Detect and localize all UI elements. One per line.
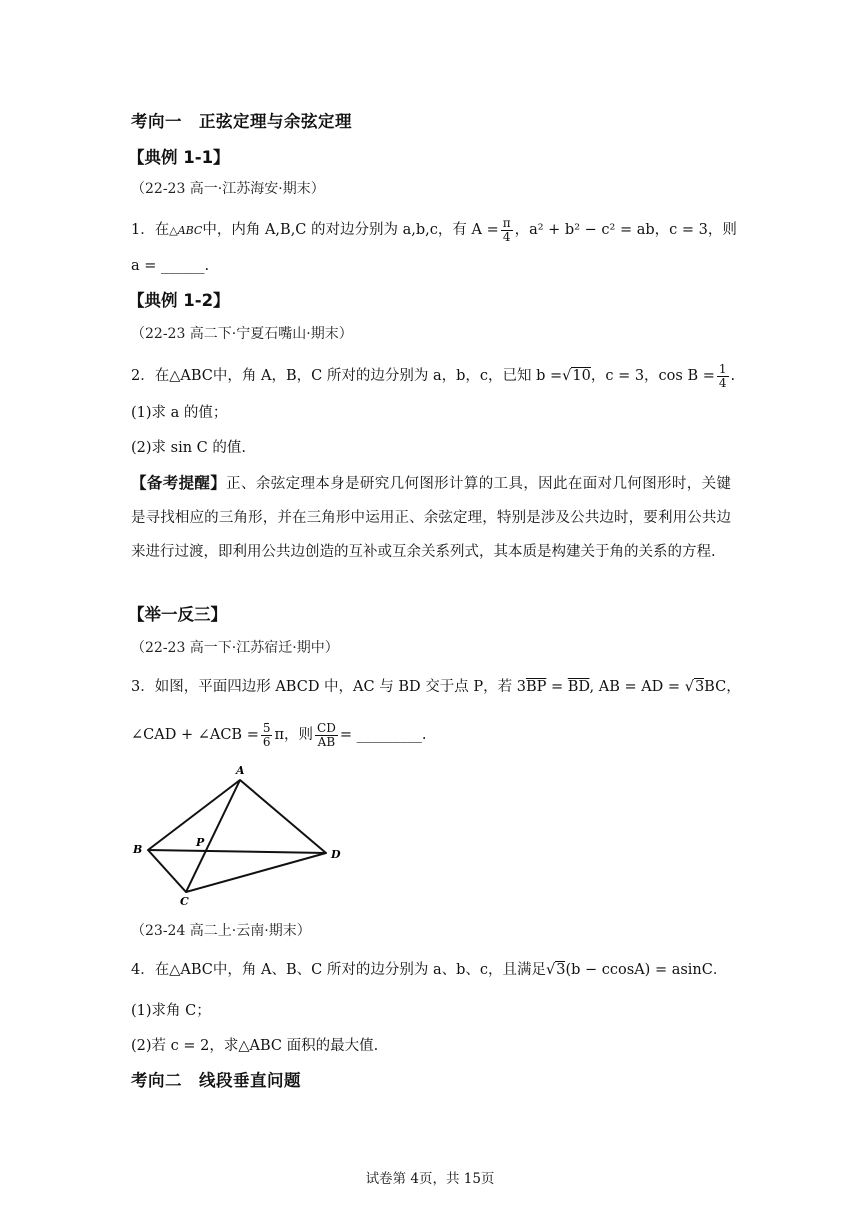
question-3-line-1: 3．如图，平面四边形 ABCD 中，AC 与 BD 交于点 P，若 $3\overline{BP} = \overline{BD}$, AB = AD = √3BC， (131, 679, 741, 695)
question-4: 4．在△ABC中，角 A、B、C 所对的边分别为 a、b、c，且满足√3(b − ccosA) = asinC． (131, 962, 728, 978)
question-1: 1．在△ABC中，内角 A,B,C 的对边分别为 a,b,c，有 A = $\frac{\pi}{4}$ ，a² + b² − c² = ab，c = 3，则 (131, 216, 737, 244)
practice-label: 【举一反三】 (128, 605, 227, 624)
quadrilateral-figure (128, 762, 348, 906)
example-source-1-1: （22-23 高一·江苏海安·期末） (131, 181, 325, 197)
section-title-2: 考向二 线段垂直问题 (131, 1071, 301, 1090)
practice-source-2: （23-24 高二上·云南·期末） (131, 923, 311, 939)
section-title-1: 考向一 正弦定理与余弦定理 (131, 112, 352, 131)
label-A: A (236, 764, 245, 777)
question-4-part-2: (2)若 c = 2，求△ABC 面积的最大值. (131, 1038, 379, 1054)
example-source-1-2: （22-23 高二下·宁夏石嘴山·期末） (131, 326, 353, 342)
example-label-1-2: 【典例 1-2】 (128, 291, 230, 310)
page-footer: 试卷第 4页，共 15页 (365, 1171, 495, 1187)
question-2-part-2: (2)求 sin C 的值. (131, 440, 246, 456)
label-C: C (180, 895, 189, 906)
question-3-line-2: ∠CAD + ∠ACB = $\frac{5}{6}$ π，则 $\frac{CD}{AB}$ = _________. (131, 721, 427, 749)
question-2: 2．在△ABC中，角 A，B，C 所对的边分别为 a，b，c，已知 b =√10，c = 3，cos B = $\frac{1}{4}$ . (131, 362, 736, 390)
example-label-1-1: 【典例 1-1】 (128, 148, 230, 167)
label-B: B (133, 843, 143, 856)
label-D: D (331, 848, 341, 861)
exam-tip: 【备考提醒】正、余弦定理本身是研究几何图形计算的工具，因此在面对几何图形时，关键是寻找相应的三角形，并在三角形中运用正、余弦定理，特别是涉及公共边时，要利用公共边来进行过渡，即利用公共边创造的互补或互余关系列式，其本质是构建关于角的关系的方程. (131, 474, 731, 560)
question-1-answer: a = ______. (131, 258, 210, 274)
label-P: P (196, 836, 205, 849)
question-2-part-1: (1)求 a 的值； (131, 405, 228, 421)
question-4-part-1: (1)求角 C； (131, 1003, 211, 1019)
practice-source-1: （22-23 高一下·江苏宿迁·期中） (131, 640, 339, 656)
